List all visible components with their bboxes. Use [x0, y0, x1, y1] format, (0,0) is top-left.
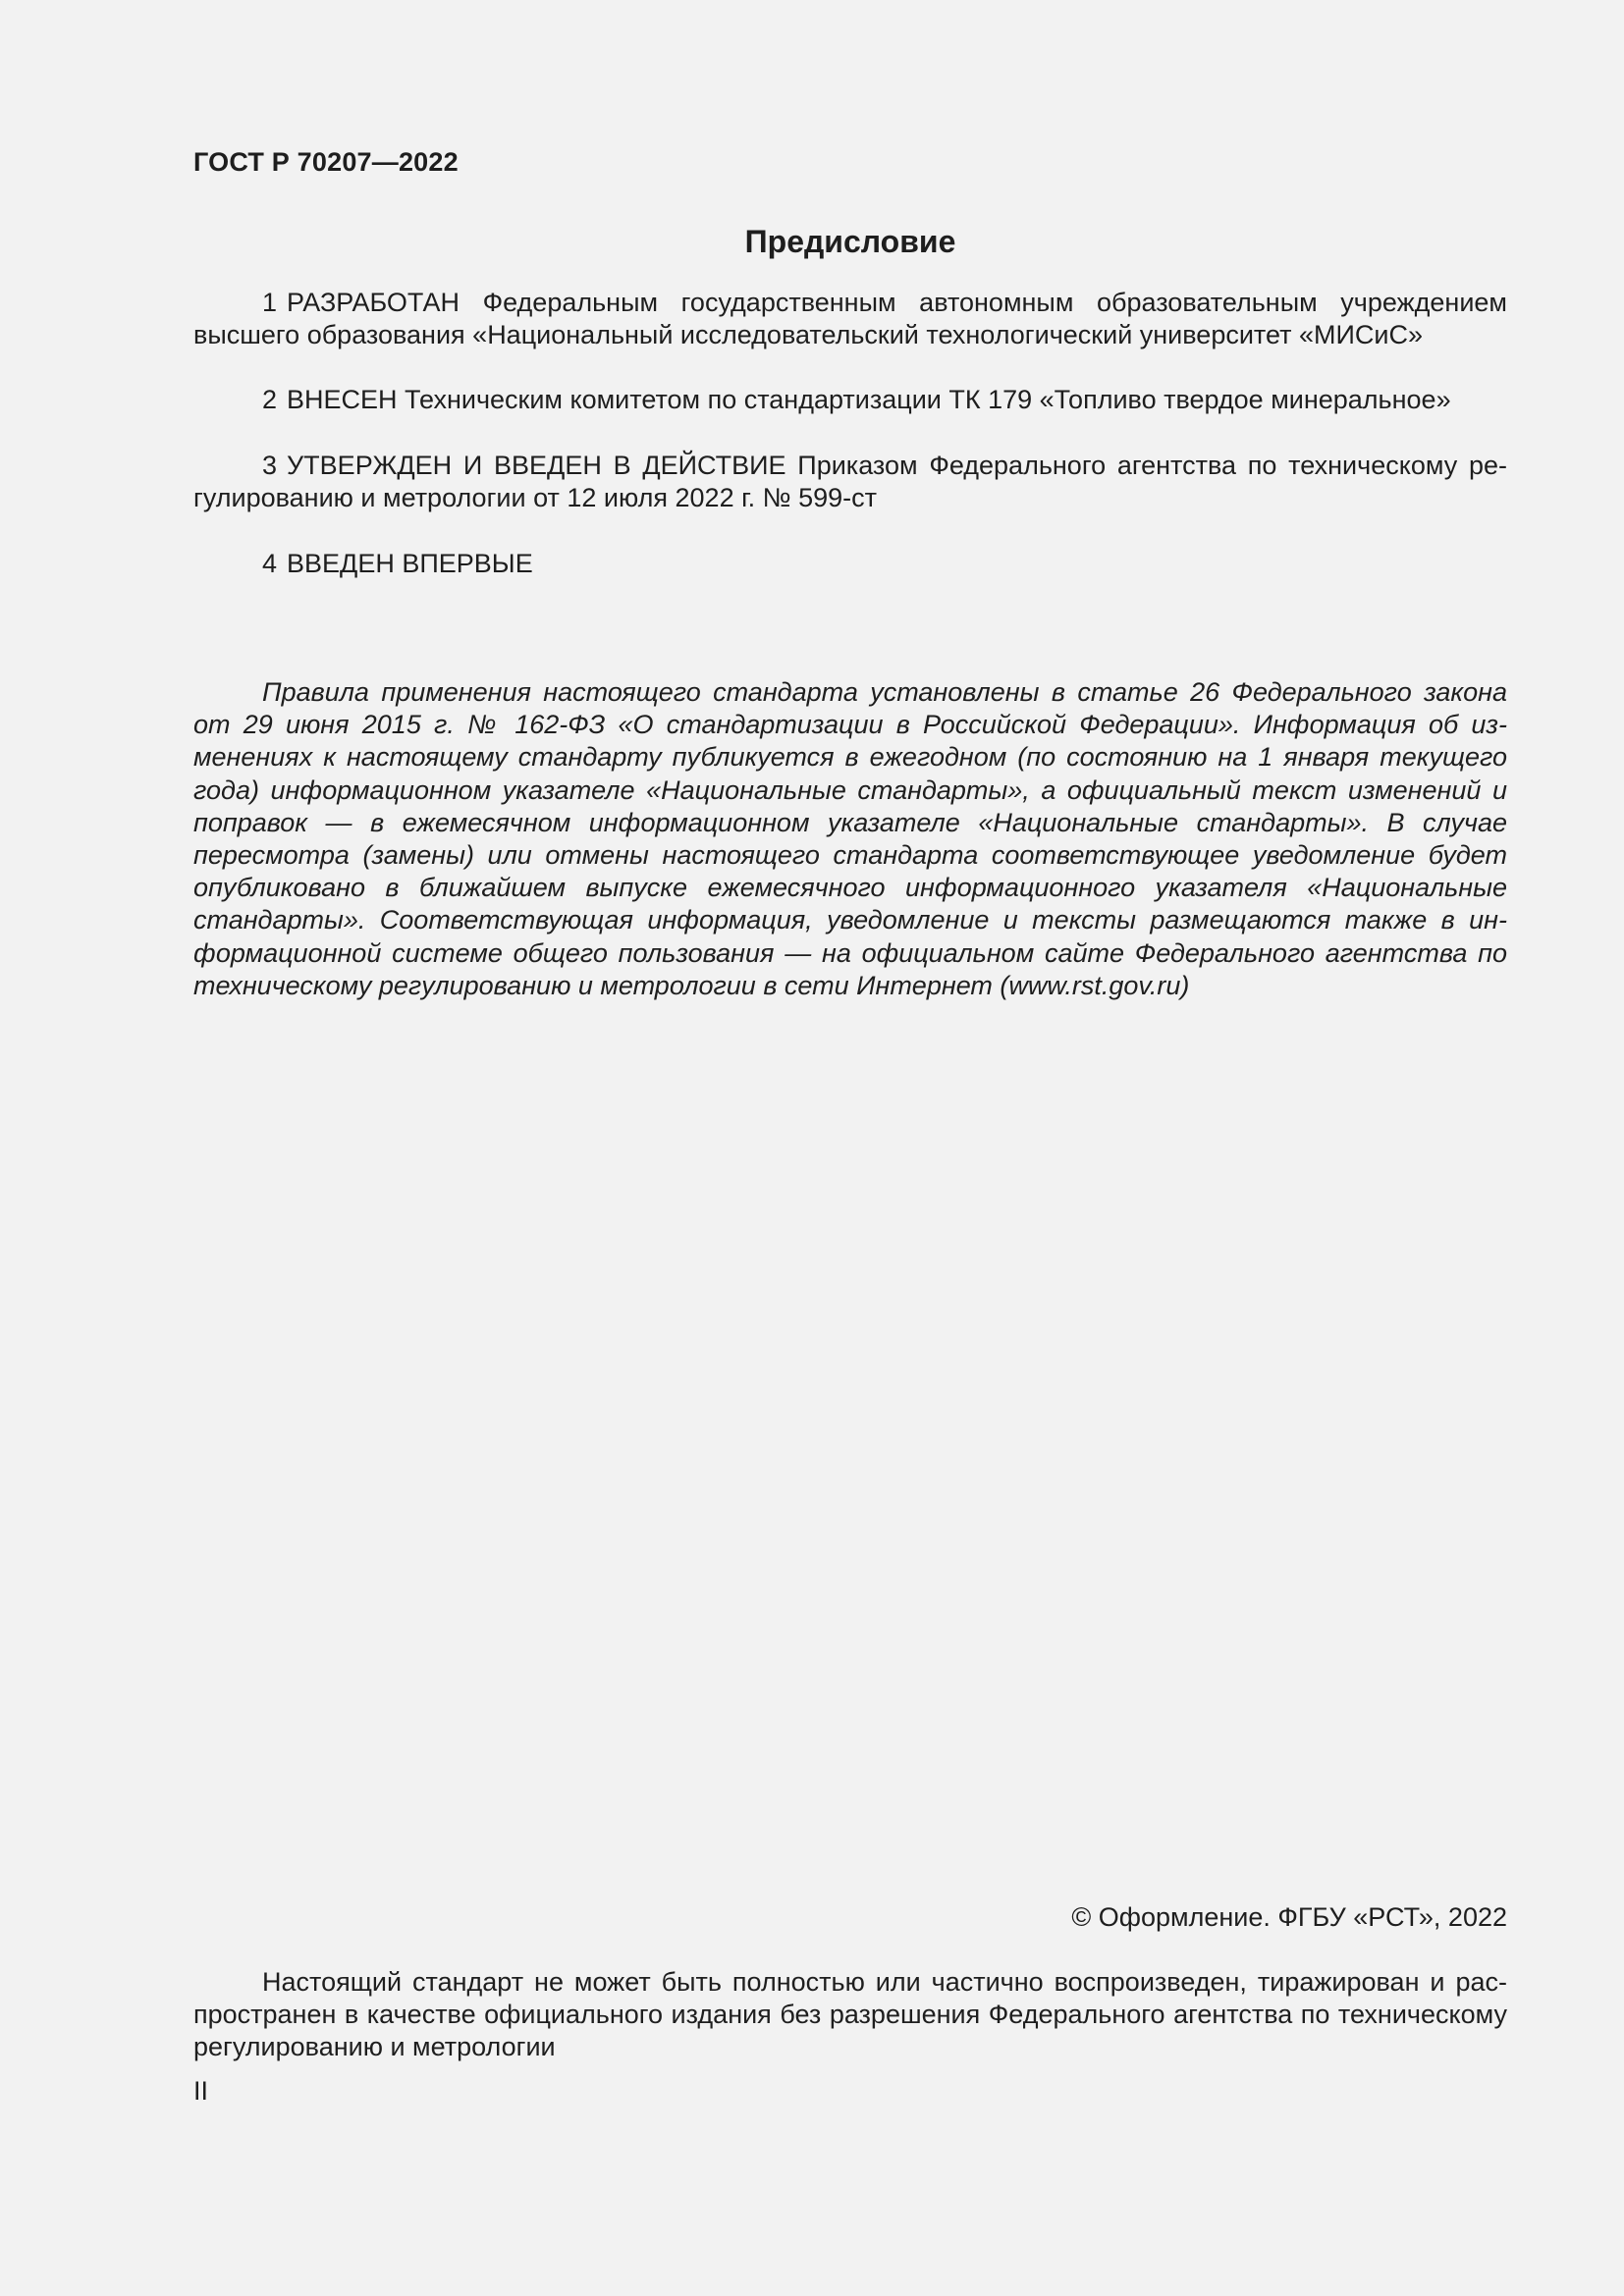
item-number: 2 — [262, 385, 278, 414]
item-number: 4 — [262, 549, 278, 578]
foreword-item-3 — [193, 450, 1507, 514]
standard-designation: ГОСТ Р 70207—2022 — [193, 147, 459, 177]
page-title: Предисловие — [744, 224, 956, 259]
item-text: ВВЕДЕН ВПЕРВЫЕ — [287, 549, 533, 578]
foreword-item-4 — [193, 548, 1507, 580]
foreword-item-2 — [193, 384, 1507, 416]
reproduction-notice: Настоящий стандарт не может быть полностью или частично воспроизведен, тиражирован и распространен в качестве официального издания без разрешения Федерального агентства по техническому регулированию и метрологии — [193, 1967, 1507, 2061]
copyright-line: © Оформление. ФГБУ «РСТ», 2022 — [1071, 1902, 1507, 1932]
item-text: РАЗРАБОТАН Федеральным государственным автономным образовательным учреждением высшего образования «Национальный исследовательский технологический университет «МИСиС» — [193, 288, 1507, 349]
foreword-item-1 — [193, 287, 1507, 351]
item-number: 1 — [262, 288, 278, 317]
item-number: 3 — [262, 451, 278, 480]
item-text: УТВЕРЖДЕН И ВВЕДЕН В ДЕЙСТВИЕ Приказом Федерального агентства по техническому регулированию и метрологии от 12 июля 2022 г. № 599-ст — [193, 451, 1507, 512]
item-text: ВНЕСЕН Техническим комитетом по стандартизации ТК 179 «Топливо твердое минеральное» — [287, 385, 1451, 414]
rules-notice: Правила применения настоящего стандарта установлены в статье 26 Федерального закона от 29 июня 2015 г. № 162-ФЗ «О стандартизации в Российской Федерации». Информация об изменениях к настоящему стандарту публикуется в ежегодном (по состоянию на 1 января текущего года) информационном указателе «Национальные стандарты», а официальный текст изменений и поправок — в ежемесячном информационном указателе «Национальные стандарты». В случае пересмотра (замены) или отмены настоящего стандарта соответствующее уведомление будет опубликовано в ближайшем выпуске ежемесячного информационного указателя «Национальные стандарты». Соответствующая информация, уведомление и тексты размещаются также в информационной системе общего пользования — на официальном сайте Федерального агентства по техническому регулированию и метрологии в сети Интернет (www.rst.gov.ru) — [193, 677, 1507, 1000]
page-number: II — [193, 2076, 209, 2106]
